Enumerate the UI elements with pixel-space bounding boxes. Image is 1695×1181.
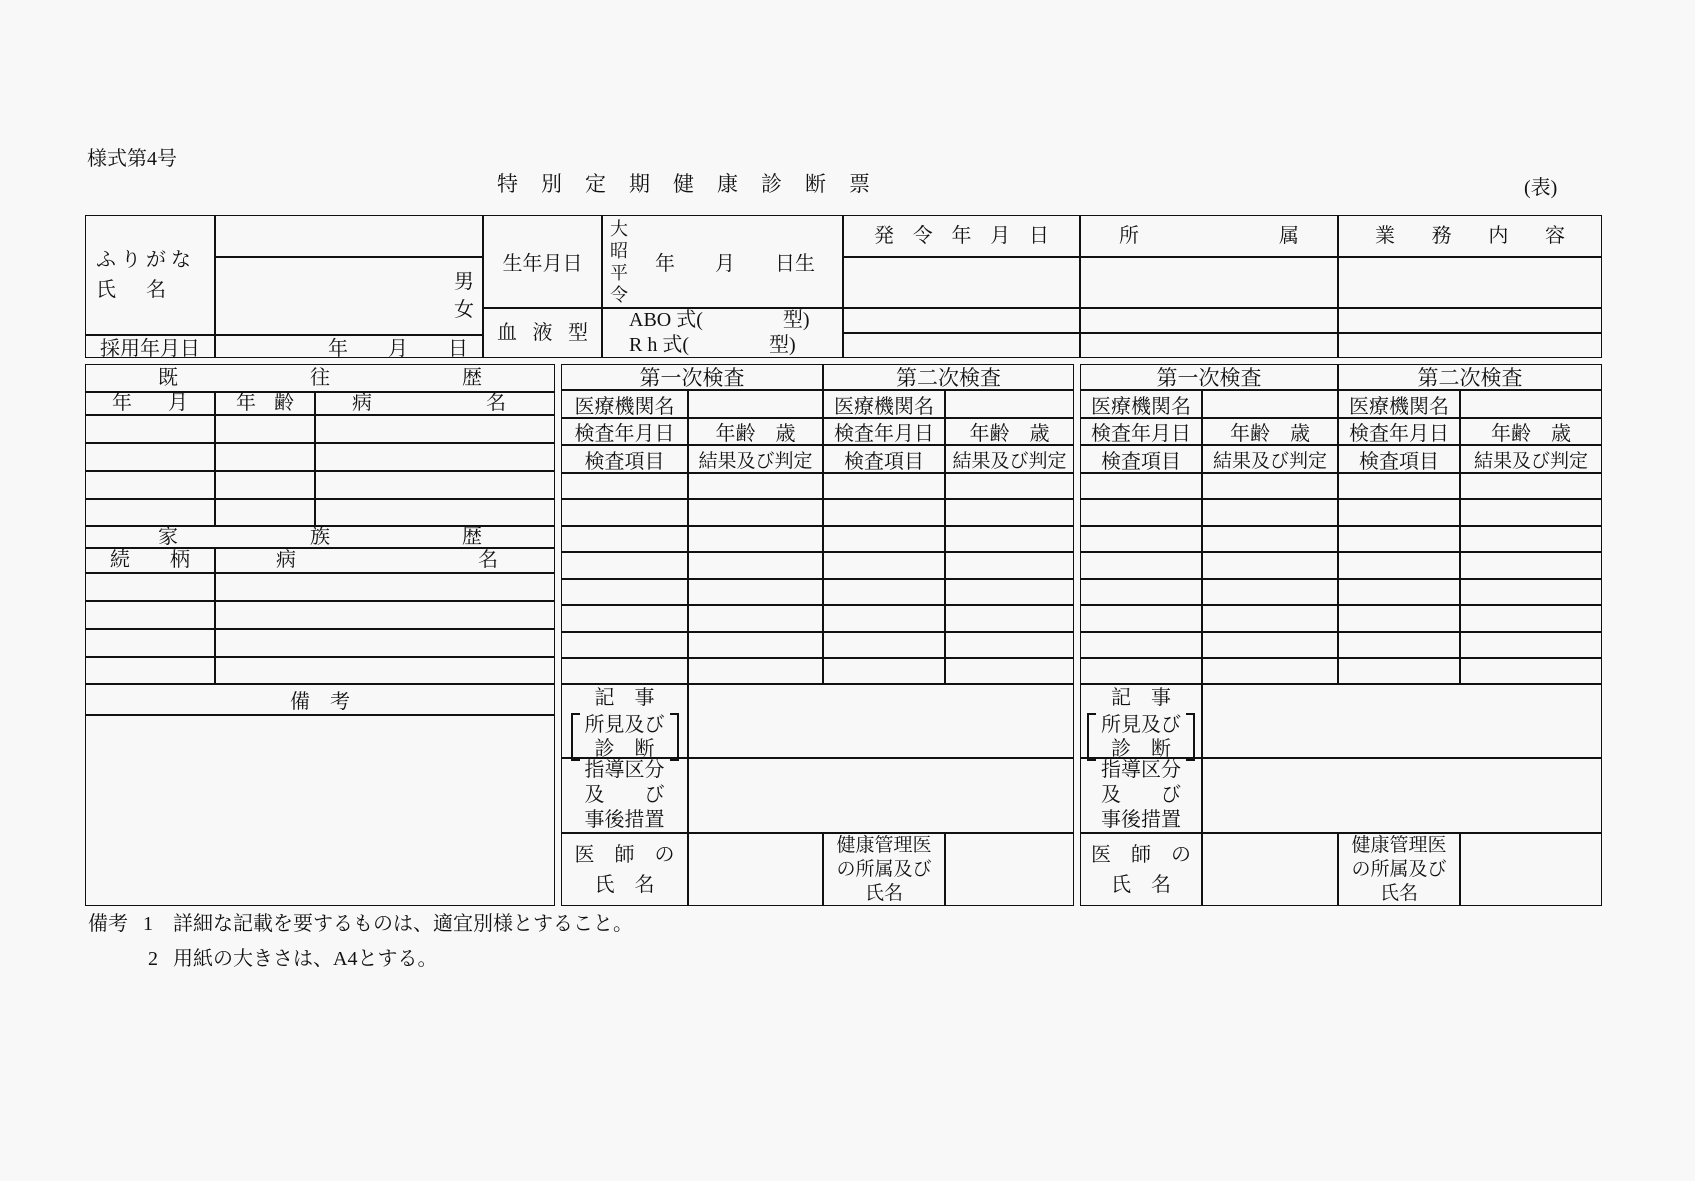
form-title: 特別定期健康診断票 [497,172,893,196]
medical-history-entry-cell[interactable] [315,443,555,471]
block1-exam-entry-cell[interactable] [823,605,945,632]
work-content-header: 業務内容 [1338,215,1602,257]
age-header: 年齢 [215,392,315,415]
block2-exam-entry-cell[interactable] [1080,499,1202,526]
block1-exam-entry-cell[interactable] [688,526,823,552]
block2-exam-entry-cell[interactable] [1460,658,1602,684]
bracket-left [571,713,580,761]
block2-exam-entry-cell[interactable] [1338,526,1460,552]
block1-second-exam-header: 第二次検査 [823,364,1074,390]
block1-exam-entry-cell[interactable] [561,552,688,579]
block2-exam-entry-cell[interactable] [1080,605,1202,632]
block2-second-institution-input[interactable] [1460,390,1602,418]
block2-exam-entry-cell[interactable] [1080,526,1202,552]
front-side-label: (表) [1524,177,1558,199]
blood-abo-row: ABO 式( 型) [629,309,810,331]
remarks-header: 備 考 [85,684,555,715]
bracket-left [1087,713,1096,761]
bracket-right [1186,713,1195,761]
block2-notes-title: 記 事 [1111,687,1171,709]
birth-date-label: 生年月日 [483,215,602,308]
block1-second-institution-input[interactable] [945,390,1074,418]
medical-history-entry-cell[interactable] [315,471,555,499]
block2-first-age-input[interactable]: 年齢 歳 [1202,418,1338,445]
block2-exam-entry-cell[interactable] [1338,473,1460,499]
year-month-header: 年月 [85,392,215,415]
block2-exam-entry-cell[interactable] [1202,552,1338,579]
block2-exam-entry-cell[interactable] [1202,605,1338,632]
bracket-right [670,713,679,761]
block2-notes-input[interactable] [1202,684,1602,758]
block1-exam-entry-cell[interactable] [561,579,688,605]
order-date-row2-input[interactable] [843,308,1080,333]
block2-first-exam-date-label: 検査年月日 [1080,418,1202,445]
medical-history-entry-cell[interactable] [215,415,315,443]
block2-second-exam-item-header: 検査項目 [1338,445,1460,473]
block2-second-institution-label: 医療機関名 [1338,390,1460,418]
block2-first-institution-input[interactable] [1202,390,1338,418]
block2-exam-entry-cell[interactable] [1338,632,1460,658]
block1-exam-entry-cell[interactable] [688,632,823,658]
medical-history-entry-cell[interactable] [315,499,555,526]
block1-notes-bracket [571,713,679,761]
family-history-entry-cell[interactable] [215,657,555,684]
family-history-entry-cell[interactable] [85,657,215,684]
block1-first-exam-item-header: 検査項目 [561,445,688,473]
block2-exam-entry-cell[interactable] [1080,473,1202,499]
block2-exam-entry-cell[interactable] [1202,473,1338,499]
remarks-input[interactable] [85,715,555,906]
block2-exam-entry-cell[interactable] [1202,499,1338,526]
block1-first-institution-label: 医療機関名 [561,390,688,418]
block2-exam-entry-cell[interactable] [1202,658,1338,684]
family-history-header: 家族歴 [85,526,555,548]
block2-exam-entry-cell[interactable] [1202,579,1338,605]
family-history-entry-cell[interactable] [215,601,555,629]
block2-exam-entry-cell[interactable] [1460,499,1602,526]
block1-first-institution-input[interactable] [688,390,823,418]
block2-exam-entry-cell[interactable] [1338,605,1460,632]
block1-exam-entry-cell[interactable] [688,552,823,579]
name-input[interactable] [215,257,483,335]
family-history-entry-cell[interactable] [85,601,215,629]
family-history-entry-cell[interactable] [85,573,215,601]
block2-notes-label [1080,684,1202,758]
block1-exam-entry-cell[interactable] [561,605,688,632]
disease-name-header: 病名 [315,392,555,415]
block1-exam-entry-cell[interactable] [945,579,1074,605]
block2-health-manager-label: 健康管理医 の所属及び 氏名 [1338,833,1460,906]
order-date-header: 発令年月日 [843,215,1080,257]
block1-doctor-name-input[interactable] [688,833,823,906]
block2-exam-entry-cell[interactable] [1202,526,1338,552]
block2-exam-entry-cell[interactable] [1460,552,1602,579]
block2-first-exam-header: 第一次検査 [1080,364,1338,390]
block1-exam-entry-cell[interactable] [561,499,688,526]
footnote-2-text: 用紙の大きさは、A4とする。 [173,948,438,970]
block1-first-age-input[interactable]: 年齢 歳 [688,418,823,445]
block2-exam-entry-cell[interactable] [1460,632,1602,658]
block1-exam-entry-cell[interactable] [945,473,1074,499]
block1-exam-entry-cell[interactable] [688,499,823,526]
hire-date-label: 採用年月日 [85,335,215,358]
department-row3-input[interactable] [1080,333,1338,358]
block1-exam-entry-cell[interactable] [823,526,945,552]
block2-exam-entry-cell[interactable] [1460,526,1602,552]
block1-exam-entry-cell[interactable] [823,552,945,579]
department-header: 所属 [1080,215,1338,257]
block1-first-result-header: 結果及び判定 [688,445,823,473]
family-history-entry-cell[interactable] [85,629,215,657]
family-disease-header: 病名 [215,548,555,573]
block1-first-exam-header: 第一次検査 [561,364,823,390]
block1-exam-entry-cell[interactable] [688,579,823,605]
block2-guidance-label: 指導区分 及 び 事後措置 [1080,758,1202,833]
footnote-2-number: 2 [148,948,158,970]
birth-date-input[interactable] [602,215,843,308]
block2-notes-bracket-text: 所見及び 診 断 [1101,714,1181,760]
medical-history-entry-cell[interactable] [215,499,315,526]
block1-exam-entry-cell[interactable] [945,499,1074,526]
block1-first-exam-date-label: 検査年月日 [561,418,688,445]
medical-history-entry-cell[interactable] [315,415,555,443]
block2-exam-entry-cell[interactable] [1460,579,1602,605]
block2-health-manager-input[interactable] [1460,833,1602,906]
family-history-entry-cell[interactable] [215,629,555,657]
block2-exam-entry-cell[interactable] [1338,499,1460,526]
furigana-input[interactable] [215,215,483,257]
birth-date-placeholder: 年 月 日生 [655,253,815,275]
department-row2-input[interactable] [1080,308,1338,333]
work-content-row3-input[interactable] [1338,333,1602,358]
relation-header: 続柄 [85,548,215,573]
block2-doctor-name-label: 医 師 の 氏 名 [1080,833,1202,906]
block2-second-exam-date-label: 検査年月日 [1338,418,1460,445]
block1-exam-entry-cell[interactable] [561,473,688,499]
block1-exam-entry-cell[interactable] [823,632,945,658]
block1-exam-entry-cell[interactable] [823,658,945,684]
block2-second-age-input[interactable]: 年齢 歳 [1460,418,1602,445]
block2-first-exam-item-header: 検査項目 [1080,445,1202,473]
block2-second-result-header: 結果及び判定 [1460,445,1602,473]
block1-exam-entry-cell[interactable] [945,658,1074,684]
footnote-1-text: 詳細な記載を要するものは、適宜別様とすること。 [173,913,633,935]
form-number: 様式第4号 [87,148,177,170]
medical-history-entry-cell[interactable] [85,443,215,471]
block2-exam-entry-cell[interactable] [1338,658,1460,684]
block1-second-institution-label: 医療機関名 [823,390,945,418]
block2-first-institution-label: 医療機関名 [1080,390,1202,418]
block2-second-exam-header: 第二次検査 [1338,364,1602,390]
era-options-label: 大 昭 平 令 [610,218,628,305]
furigana-name-label: ふ り が な 氏 名 [85,215,215,335]
block2-exam-entry-cell[interactable] [1202,632,1338,658]
block1-exam-entry-cell[interactable] [823,499,945,526]
order-date-row3-input[interactable] [843,333,1080,358]
department-input[interactable] [1080,257,1338,308]
sex-label: 男 女 [454,271,474,321]
block1-exam-entry-cell[interactable] [945,552,1074,579]
block1-second-exam-item-header: 検査項目 [823,445,945,473]
block1-exam-entry-cell[interactable] [945,605,1074,632]
block1-guidance-input[interactable] [688,758,1074,833]
medical-history-entry-cell[interactable] [215,471,315,499]
block2-guidance-input[interactable] [1202,758,1602,833]
block1-exam-entry-cell[interactable] [688,658,823,684]
block1-doctor-name-label: 医 師 の 氏 名 [561,833,688,906]
block2-first-result-header: 結果及び判定 [1202,445,1338,473]
medical-history-entry-cell[interactable] [85,471,215,499]
block2-exam-entry-cell[interactable] [1338,579,1460,605]
block1-second-result-header: 結果及び判定 [945,445,1074,473]
block2-exam-entry-cell[interactable] [1080,579,1202,605]
order-date-input[interactable] [843,257,1080,308]
blood-type-input[interactable] [602,308,843,358]
block1-exam-entry-cell[interactable] [823,579,945,605]
block2-exam-entry-cell[interactable] [1080,632,1202,658]
block2-doctor-name-input[interactable] [1202,833,1338,906]
block1-exam-entry-cell[interactable] [688,605,823,632]
block1-health-manager-label: 健康管理医 の所属及び 氏名 [823,833,945,906]
footnote-label: 備考 [88,913,128,935]
block1-exam-entry-cell[interactable] [945,632,1074,658]
medical-history-entry-cell[interactable] [215,443,315,471]
medical-history-entry-cell[interactable] [85,415,215,443]
block1-notes-label [561,684,688,758]
medical-history-entry-cell[interactable] [85,499,215,526]
medical-history-header: 既往歴 [85,364,555,392]
block2-exam-entry-cell[interactable] [1460,473,1602,499]
blood-type-label: 血液型 [483,308,602,358]
blood-rh-row: R h 式( 型) [629,334,796,356]
block1-notes-title: 記 事 [594,687,655,709]
block2-notes-bracket [1087,713,1195,761]
block1-health-manager-input[interactable] [945,833,1074,906]
block1-second-age-input[interactable]: 年齢 歳 [945,418,1074,445]
footnote-1-number: 1 [143,913,153,935]
block1-exam-entry-cell[interactable] [823,473,945,499]
block2-exam-entry-cell[interactable] [1460,605,1602,632]
block1-exam-entry-cell[interactable] [688,473,823,499]
family-history-entry-cell[interactable] [215,573,555,601]
block1-notes-bracket-text: 所見及び 診 断 [584,714,665,760]
hire-date-input[interactable]: 年 月 日 [215,335,483,358]
block1-guidance-label: 指導区分 及 び 事後措置 [561,758,688,833]
block1-notes-input[interactable] [688,684,1074,758]
block2-exam-entry-cell[interactable] [1080,552,1202,579]
block1-exam-entry-cell[interactable] [561,632,688,658]
block1-exam-entry-cell[interactable] [561,526,688,552]
block1-exam-entry-cell[interactable] [945,526,1074,552]
block1-second-exam-date-label: 検査年月日 [823,418,945,445]
work-content-row2-input[interactable] [1338,308,1602,333]
work-content-input[interactable] [1338,257,1602,308]
block2-exam-entry-cell[interactable] [1338,552,1460,579]
